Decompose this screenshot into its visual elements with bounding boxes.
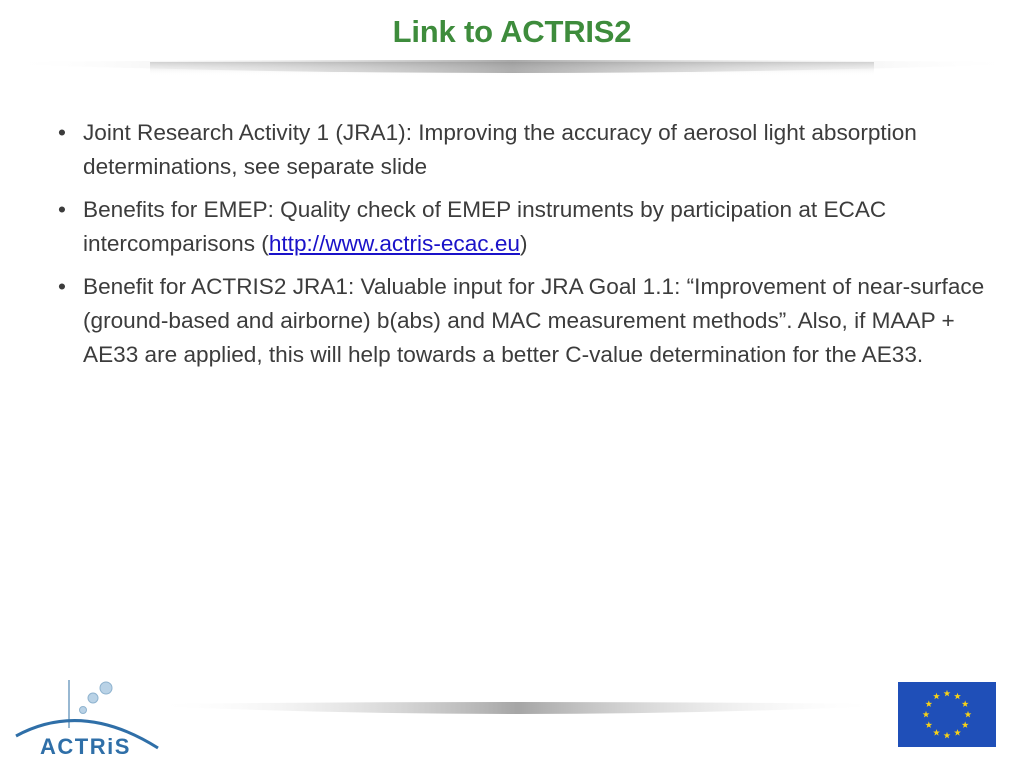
bullet-text: Benefit for ACTRIS2 JRA1: Valuable input for JRA Goal 1.1: “Improvement of near-surface (ground-based and airborne) b(abs) and MAC measurement methods”. Also, if MAAP + AE33 are applied, this will help towards a better C-value determination for the AE33. (83, 274, 985, 367)
actris-logo (12, 678, 164, 762)
eu-flag-icon (898, 682, 996, 747)
logo-bubble-medium (88, 693, 98, 703)
logo-bubble-large (100, 682, 112, 694)
bullet-text-after-link: ) (519, 231, 528, 256)
footer-divider (150, 700, 885, 722)
bullet-glyph: • (58, 197, 66, 222)
bullet-jra1 (58, 116, 988, 184)
bullet-glyph: • (58, 120, 66, 145)
bullet-list (58, 116, 988, 381)
logo-bubble-small (80, 707, 87, 714)
title-divider (0, 58, 1024, 82)
bullet-text-before-link: Benefits for EMEP: Quality check of EMEP instruments by participation at ECAC intercomparisons ( (83, 197, 887, 256)
bullet-actris2-jra1 (58, 270, 988, 372)
bullet-emep (58, 193, 988, 261)
bullet-text: Joint Research Activity 1 (JRA1): Improving the accuracy of aerosol light absorption determinations, see separate slide (83, 120, 917, 179)
logo-wordmark: ACTRiS (40, 734, 131, 759)
ecac-link[interactable]: http://www.actris-ecac.eu (268, 231, 520, 256)
slide-title: Link to ACTRIS2 (392, 14, 632, 49)
bullet-glyph: • (58, 274, 66, 299)
